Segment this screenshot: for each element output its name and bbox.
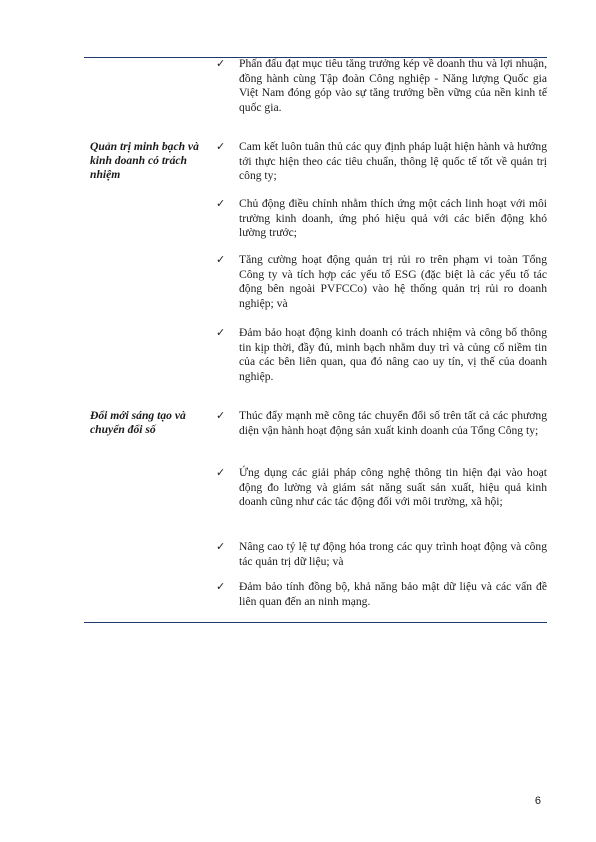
list-item-text: Cam kết luôn tuân thủ các quy định pháp luật hiện hành và hướng tới thực hiện theo các tiêu chuẩn, thông lệ quốc tế tốt về quản trị công ty;: [239, 140, 547, 183]
checkmark-icon: ✓: [216, 410, 226, 422]
checkmark-icon: ✓: [216, 58, 226, 70]
list-item-text: Chủ động điều chỉnh nhằm thích ứng một cách linh hoạt với môi trường kinh doanh, ứng phó hiệu quả với các biến động khó lường trước;: [239, 197, 547, 240]
list-item-text: Tăng cường hoạt động quản trị rủi ro trên phạm vi toàn Tổng Công ty và tích hợp các yếu tố ESG (đặc biệt là các yếu tố tác động bên ngoài PVFCCo) vào hệ thống quản trị rủi ro doanh nghiệp; và: [239, 253, 547, 310]
checkmark-icon: ✓: [216, 254, 226, 266]
checkmark-icon: ✓: [216, 467, 226, 479]
page-number: 6: [534, 795, 541, 807]
list-item-text: Đảm bảo tính đồng bộ, khả năng bảo mật dữ liệu và các vấn đề liên quan đến an ninh mạng.: [239, 580, 547, 608]
list-item-text: Phấn đấu đạt mục tiêu tăng trưởng kép về doanh thu và lợi nhuận, đồng hành cùng Tập đoàn Công nghiệp - Năng lượng Quốc gia Việt Nam đóng góp vào sự tăng trưởng bền vững của nền kinh tế quốc gia.: [239, 57, 547, 114]
table-bottom-rule: [84, 622, 547, 623]
row-heading: Đổi mới sáng tạo và chuyển đổi số: [90, 409, 186, 436]
checkmark-icon: ✓: [216, 198, 226, 210]
checkmark-icon: ✓: [216, 581, 226, 593]
row-heading: Quản trị minh bạch và kinh doanh có trách nhiệm: [90, 140, 199, 181]
checkmark-icon: ✓: [216, 541, 226, 553]
list-item-text: Nâng cao tỷ lệ tự động hóa trong các quy trình hoạt động và công tác quản trị dữ liệu; và: [239, 540, 547, 568]
list-item-text: Thúc đẩy mạnh mẽ công tác chuyển đổi số trên tất cả các phương diện vận hành hoạt động sản xuất kinh doanh của Tổng Công ty;: [239, 409, 547, 437]
list-item-text: Đảm bảo hoạt động kinh doanh có trách nhiệm và công bố thông tin kịp thời, đầy đủ, minh bạch nhằm duy trì và củng cố niềm tin của các bên liên quan, qua đó nâng cao uy tín, vị thế của doanh nghiệp.: [239, 326, 547, 383]
checkmark-icon: ✓: [216, 327, 226, 339]
list-item-text: Ứng dụng các giải pháp công nghệ thông tin hiện đại vào hoạt động đo lường và giám sát năng suất sản xuất, hiệu quả kinh doanh cũng như các tác động đối với môi trường, xã hội;: [239, 466, 547, 509]
checkmark-icon: ✓: [216, 141, 226, 153]
